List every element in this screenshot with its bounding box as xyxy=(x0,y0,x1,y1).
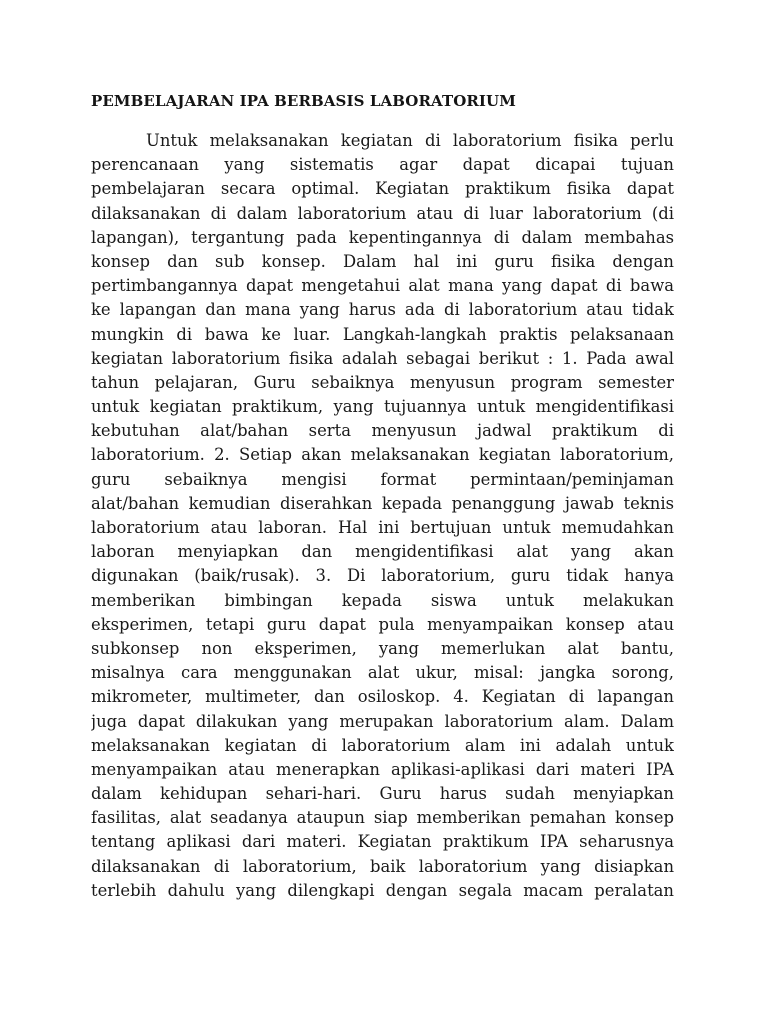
body-line: memberikan bimbingan kepada siswa untuk melakukan xyxy=(91,590,674,610)
body-line: subkonsep non eksperimen, yang memerlukan alat bantu, xyxy=(91,638,674,658)
body-line: mungkin di bawa ke luar. Langkah-langkah praktis pelaksanaan xyxy=(91,324,674,344)
body-line: juga dapat dilakukan yang merupakan laboratorium alam. Dalam xyxy=(91,711,674,731)
body-line: tahun pelajaran, Guru sebaiknya menyusun program semester xyxy=(91,372,674,392)
body-line: dilaksanakan di dalam laboratorium atau di luar laboratorium (di xyxy=(91,203,674,223)
body-line: konsep dan sub konsep. Dalam hal ini guru fisika dengan xyxy=(91,251,674,271)
body-line: fasilitas, alat seadanya ataupun siap memberikan pemahan konsep xyxy=(91,808,674,828)
body-line: laboratorium atau laboran. Hal ini bertujuan untuk memudahkan xyxy=(91,518,674,537)
body-line: dilaksanakan di laboratorium, baik laboratorium yang disiapkan xyxy=(91,856,674,876)
body-line: tentang aplikasi dari materi. Kegiatan praktikum IPA seharusnya xyxy=(91,832,674,852)
body-line: terlebih dahulu yang dilengkapi dengan segala macam peralatan xyxy=(91,880,674,900)
body-line: untuk kegiatan praktikum, yang tujuannya untuk mengidentifikasi xyxy=(91,397,674,417)
body-line: pertimbangannya dapat mengetahui alat mana yang dapat di bawa xyxy=(91,276,674,296)
body-line: ke lapangan dan mana yang harus ada di laboratorium atau tidak xyxy=(91,300,674,320)
body-line: perencanaan yang sistematis agar dapat dicapai tujuan xyxy=(91,155,674,175)
body-line: dalam kehidupan sehari-hari. Guru harus sudah menyiapkan xyxy=(91,784,674,804)
body-line: kegiatan laboratorium fisika adalah sebagai berikut : 1. Pada awal xyxy=(91,348,674,368)
body-line: Untuk melaksanakan kegiatan di laboratorium fisika perlu xyxy=(146,131,674,150)
document-heading: PEMBELAJARAN IPA BERBASIS LABORATORIUM xyxy=(91,92,516,110)
body-line: eksperimen, tetapi guru dapat pula menyampaikan konsep atau xyxy=(91,614,674,634)
body-line: guru sebaiknya mengisi format permintaan/peminjaman xyxy=(91,469,674,489)
document-body xyxy=(91,129,674,903)
body-line: laboran menyiapkan dan mengidentifikasi alat yang akan xyxy=(91,542,674,562)
body-line: digunakan (baik/rusak). 3. Di laboratorium, guru tidak hanya xyxy=(91,566,674,586)
body-line: kebutuhan alat/bahan serta menyusun jadwal praktikum di xyxy=(91,421,674,441)
body-line: laboratorium. 2. Setiap akan melaksanakan kegiatan laboratorium, xyxy=(91,445,674,465)
body-line: menyampaikan atau menerapkan aplikasi-aplikasi dari materi IPA xyxy=(91,759,674,779)
body-line: misalnya cara menggunakan alat ukur, misal: jangka sorong, xyxy=(91,663,674,683)
body-line: melaksanakan kegiatan di laboratorium alam ini adalah untuk xyxy=(91,735,674,755)
body-line: pembelajaran secara optimal. Kegiatan praktikum fisika dapat xyxy=(91,179,674,199)
body-line: lapangan), tergantung pada kepentingannya di dalam membahas xyxy=(91,227,674,247)
body-line: mikrometer, multimeter, dan osiloskop. 4. Kegiatan di lapangan xyxy=(91,687,674,707)
body-line: alat/bahan kemudian diserahkan kepada penanggung jawab teknis xyxy=(91,493,674,513)
